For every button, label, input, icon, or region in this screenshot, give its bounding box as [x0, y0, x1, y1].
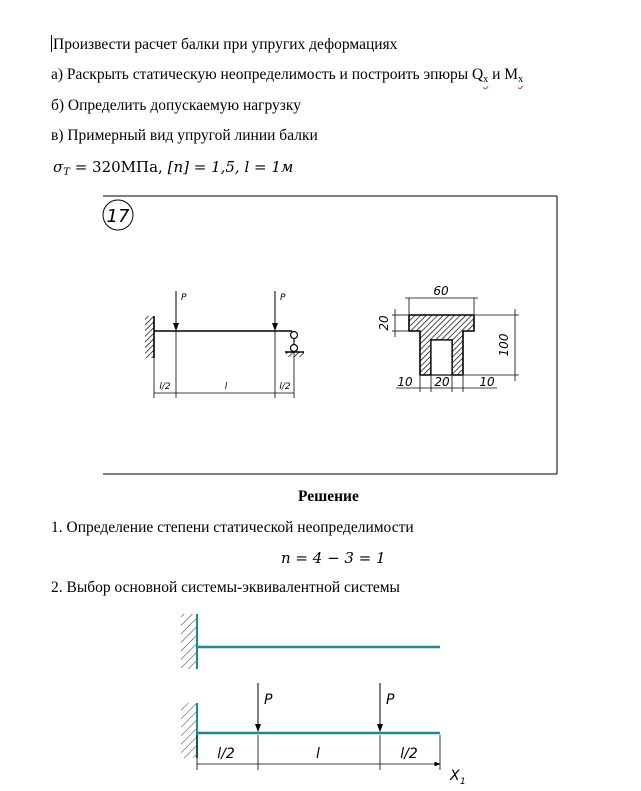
task-item-a-text: а) Раскрыть статическую неопределимость и построить эпюры Q — [51, 66, 484, 83]
dim-right: l/2 — [279, 382, 291, 392]
dim-60: 60 — [433, 284, 449, 298]
scheme-dim-mid: l — [316, 746, 320, 762]
load-label-1: P — [181, 293, 187, 303]
scheme-dim-right: l/2 — [400, 746, 418, 762]
task-title: Произвести расчет балки при упругих деформациях — [53, 36, 398, 53]
dim-left: l/2 — [159, 382, 171, 392]
equiv-wall-hatch — [181, 703, 196, 758]
axis-label-x: X — [450, 768, 460, 784]
solution-step-2: 2. Выбор основной системы-эквивалентной системы — [51, 579, 400, 596]
task-item-b: б) Определить допускаемую нагрузку — [51, 97, 301, 114]
sigma-value: = 320МПа, — [69, 158, 163, 176]
dim-right-10: 10 — [479, 375, 495, 389]
scheme-figure — [0, 600, 641, 791]
length-value: l = 1м — [239, 158, 294, 176]
scheme-dim-left: l/2 — [217, 746, 235, 762]
hinge-top — [291, 332, 298, 339]
load-label-2: P — [280, 293, 286, 303]
formula-n: n = 4 − 3 = 1 — [281, 549, 386, 567]
solution-step-1: 1. Определение степени статической неопределимости — [51, 519, 414, 536]
dim-mid-20: 20 — [434, 375, 450, 389]
scheme-load-label-2: P — [386, 692, 395, 708]
q-subscript: x — [483, 74, 489, 85]
dim-height-100: 100 — [497, 333, 511, 357]
fixed-support-hatch — [145, 316, 154, 358]
scheme-load-label-1: P — [264, 692, 273, 708]
safety-factor: [n] = 1,5, — [167, 158, 240, 176]
support-ground-hatch — [286, 352, 304, 357]
dim-flange-20: 20 — [377, 315, 391, 331]
solution-heading: Решение — [298, 488, 359, 505]
variant-number: 17 — [106, 206, 130, 227]
dim-left-10: 10 — [397, 375, 413, 389]
cross-section — [377, 284, 519, 392]
task-item-c: в) Примерный вид упругой линии балки — [51, 127, 318, 144]
dim-mid: l — [224, 382, 228, 392]
hinge-bottom — [291, 345, 298, 352]
axis-label-sub: 1 — [460, 777, 466, 787]
basic-wall-hatch — [181, 614, 196, 669]
sigma-symbol: σ — [53, 158, 64, 176]
m-subscript: x — [518, 74, 524, 85]
task-item-a-and: и M — [488, 66, 519, 83]
sigma-subscript: T — [63, 167, 70, 178]
